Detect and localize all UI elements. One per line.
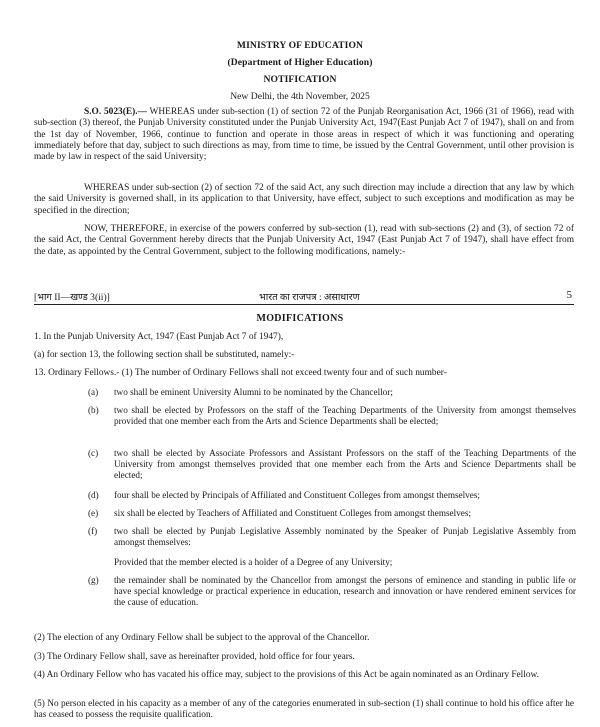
department-subtitle: (Department of Higher Education) <box>227 57 373 68</box>
sub-section-3: (3) The Ordinary Fellow shall, save as hereinafter provided, hold office for four years. <box>34 652 355 662</box>
notification-heading: NOTIFICATION <box>263 74 337 85</box>
ministry-title: MINISTRY OF EDUCATION <box>236 40 364 51</box>
clause-text: the remainder shall be nominated by the Chancellor from amongst the persons of eminence and standing in public life or have special knowledge or practical experience in education, research and innovation or have rendered eminent services for the cause of education. <box>114 575 576 608</box>
clause-f <box>88 526 576 548</box>
clause-label: (d) <box>88 490 99 500</box>
sub-section-5: (5) No person elected in his capacity as a member of any of the categories enumerated in sub-section (1) shall continue to hold his office after he has ceased to possess the requisite qualification. <box>34 699 574 721</box>
modification-line-2: (a) for section 13, the following section shall be substituted, namely:- <box>34 350 295 360</box>
sub-section-2: (2) The election of any Ordinary Fellow shall be subject to the approval of the Chancellor. <box>34 633 370 643</box>
clause-label: (f) <box>88 526 98 536</box>
gazette-title: भारत का राजपत्र : असाधारण <box>259 292 360 303</box>
clause-text: two shall be elected by Punjab Legislative Assembly nominated by the Speaker of Punjab Legislative Assembly from amongst themselves: <box>114 526 576 548</box>
proviso: Provided that the member elected is a holder of a Degree of any University; <box>114 557 393 567</box>
order-number: S.O. 5023(E).— <box>84 107 147 117</box>
clause-e <box>88 508 576 519</box>
clause-label: (b) <box>88 405 99 415</box>
clause-a <box>88 387 576 398</box>
clause-text: two shall be elected by Associate Professors and Assistant Professors on the staff of the Teaching Departments of the University from amongst themselves provided that one member each from the Arts and Science Departments shall be elected; <box>114 448 576 481</box>
gazette-part: [भाग II—खण्ड 3(ii)] <box>34 292 110 303</box>
modifications-heading: MODIFICATIONS <box>256 313 344 324</box>
section-13-heading: 13. Ordinary Fellows.- (1) The number of Ordinary Fellows shall not exceed twenty four and of such number- <box>34 368 447 378</box>
preamble-paragraph-1 <box>34 107 574 163</box>
clause-c <box>88 448 576 482</box>
preamble-paragraph-3: NOW, THEREFORE, in exercise of the powers conferred by sub-section (1), read with sub-sections (2) and (3), of section 72 of the said Act, the Central Government hereby directs that the Punjab University Act, 1947 (East Punjab Act 7 of 1947), shall have effect from the date, as appointed by the Central Government, subject to the following modifications, namely:- <box>34 224 574 257</box>
clause-text: four shall be elected by Principals of Affiliated and Constituent Colleges from amongst themselves; <box>114 490 480 500</box>
clause-label: (g) <box>88 575 99 585</box>
clause-label: (e) <box>88 508 99 518</box>
page-number: 5 <box>566 289 572 301</box>
preamble-paragraph-1-text: WHEREAS under sub-section (1) of section 72 of the Punjab Reorganisation Act, 1966 (31 of 1966), read with sub-section (3) thereof, the Punjab University constituted under the Punjab University Act, 1947(East Punjab Act 7 of 1947), shall on and from the 1st day of November, 1966, continue to function and operate in those areas in respect of which it was functioning and operating immediately before that day, subject to such directions as may, from time to time, be issued by the Central Government, until other provision is made by law in respect of the said University; <box>34 107 574 163</box>
clause-text: two shall be elected by Professors on the staff of the Teaching Departments of the University from amongst themselves provided that one member each from the Arts and Science Departments shall be elected; <box>114 405 576 427</box>
preamble-paragraph-2: WHEREAS under sub-section (2) of section 72 of the said Act, any such direction may include a direction that any law by which the said University is governed shall, in its application to that University, have effect, subject to such exceptions and modification as may be specified in the direction; <box>34 183 574 216</box>
clause-text: six shall be elected by Teachers of Affiliated and Constituent Colleges from amongst themselves; <box>114 508 471 518</box>
clause-d <box>88 490 576 501</box>
clause-b <box>88 405 576 427</box>
clause-text: two shall be eminent University Alumni to be nominated by the Chancellor; <box>114 387 393 397</box>
date-line: New Delhi, the 4th November, 2025 <box>230 91 370 102</box>
clause-label: (c) <box>88 448 99 458</box>
clause-label: (a) <box>88 387 99 397</box>
sub-section-4: (4) An Ordinary Fellow who has vacated his office may, subject to the provisions of this Act be again nominated as an Ordinary Fellow. <box>34 670 539 680</box>
clause-g <box>88 575 576 609</box>
modification-line-1: 1. In the Punjab University Act, 1947 (East Punjab Act 7 of 1947), <box>34 332 284 342</box>
gazette-page-header <box>34 290 574 305</box>
